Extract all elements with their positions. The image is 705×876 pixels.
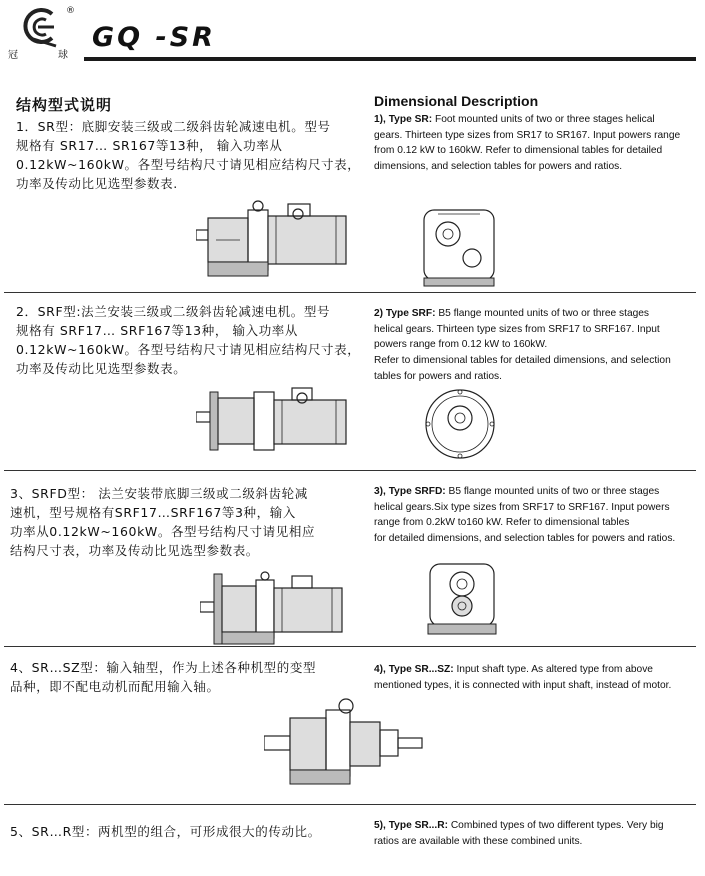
sr-side-view-drawing bbox=[196, 196, 356, 284]
sr-front-view-drawing bbox=[420, 204, 498, 290]
s3-en-line-3: range from 0.2kW to160 kW. Refer to dimensional tables bbox=[374, 517, 630, 529]
s2-en-line-2: helical gears. Thirteen type sizes from SRF17 to SRF167. Input bbox=[374, 323, 660, 335]
s5-cn-line-1: 5、SR…R型：两机型的组合，可形成很大的传动比。 bbox=[10, 824, 321, 839]
s2-cn-line-1: 2．SRF型:法兰安装三级或二级斜齿轮减速电机。型号 bbox=[16, 304, 331, 319]
s2-en-head: 2) Type SRF: bbox=[374, 308, 436, 319]
s1-en-line-4: dimensions, and selection tables for powers and ratios. bbox=[374, 161, 623, 173]
divider-2 bbox=[4, 470, 696, 471]
brand-logo bbox=[6, 8, 78, 60]
s5-en-line-2: ratios are available with these combined units. bbox=[374, 835, 583, 847]
divider-4 bbox=[4, 804, 696, 805]
sr-sz-side-view-drawing bbox=[264, 696, 424, 792]
s2-en-line-3: powers range from 0.12 kW to 160kW. bbox=[374, 339, 548, 351]
s2-en-line-1: B5 flange mounted units of two or three stages bbox=[438, 308, 650, 319]
section-2-en bbox=[374, 306, 696, 385]
s1-cn-line-1: 1．SR型：底脚安装三级或二级斜齿轮减速电机。型号 bbox=[16, 119, 331, 134]
section-1-en bbox=[374, 112, 696, 175]
section-5-cn bbox=[10, 822, 360, 841]
srfd-front-view-drawing bbox=[424, 560, 500, 638]
section-title-cn: 结构型式说明 bbox=[16, 96, 113, 114]
s2-cn-line-4: 功率及传动比见选型参数表。 bbox=[16, 361, 187, 376]
logo-text-right: 球 bbox=[58, 50, 68, 61]
s3-cn-line-2: 速机，型号规格有SRF17…SRF167等3种，输入 bbox=[10, 505, 296, 520]
s1-cn-line-2: 规格有 SR17… SR167等13种， 输入功率从 bbox=[16, 138, 283, 153]
s1-en-line-1: Foot mounted units of two or three stages helical bbox=[434, 114, 655, 125]
s1-cn-line-3: 0.12kW~160kW。各型号结构尺寸请见相应结构尺寸表， bbox=[16, 157, 361, 172]
logo-text-left: 冠 bbox=[8, 50, 18, 61]
section-3-cn bbox=[10, 484, 360, 560]
srf-front-view-drawing bbox=[420, 384, 502, 462]
s4-cn-line-1: 4、SR…SZ型：输入轴型，作为上述各种机型的变型 bbox=[10, 660, 317, 675]
s4-cn-line-2: 品种，即不配电动机而配用输入轴。 bbox=[10, 679, 220, 694]
s4-en-line-2: mentioned types, it is connected with input shaft, instead of motor. bbox=[374, 679, 672, 691]
srfd-side-view-drawing bbox=[200, 568, 350, 654]
section-4-en bbox=[374, 662, 696, 693]
s3-en-line-4: for detailed dimensions, and selection tables for powers and ratios. bbox=[374, 533, 676, 545]
s3-cn-line-1: 3、SRFD型： 法兰安装带底脚三级或二级斜齿轮减 bbox=[10, 486, 308, 501]
section-1-cn bbox=[16, 117, 361, 193]
s5-en-head: 5), Type SR...R: bbox=[374, 820, 448, 831]
s2-en-line-5: tables for powers and ratios. bbox=[374, 370, 502, 382]
divider-1 bbox=[4, 292, 696, 293]
s5-en-line-1: Combined types of two different types. Very big bbox=[450, 820, 664, 831]
section-3-en bbox=[374, 484, 696, 547]
s3-en-line-1: B5 flange mounted units of two or three stages bbox=[448, 486, 660, 497]
s1-en-line-2: gears. Thirteen type sizes from SR17 to SR167. Input powers range bbox=[374, 129, 681, 141]
s3-en-line-2: helical gears.Six type sizes from SRF17 to SRF167. Input powers bbox=[374, 501, 670, 513]
s3-cn-line-3: 功率从0.12kW~160kW。各型号结构尺寸请见相应 bbox=[10, 524, 316, 539]
srf-side-view-drawing bbox=[196, 382, 356, 462]
s1-en-line-3: from 0.12 kW to 160kW. Refer to dimensional tables for detailed bbox=[374, 145, 663, 157]
section-2-cn bbox=[16, 302, 361, 378]
s1-en-head: 1), Type SR: bbox=[374, 114, 433, 125]
registered-mark: ® bbox=[66, 6, 75, 16]
s2-en-line-4: Refer to dimensional tables for detailed dimensions, and selection bbox=[374, 355, 671, 367]
s3-cn-line-4: 结构尺寸表，功率及传动比见选型参数表。 bbox=[10, 543, 259, 558]
s1-cn-line-4: 功率及传动比见选型参数表. bbox=[16, 176, 178, 191]
header-rule bbox=[84, 57, 696, 61]
section-5-en bbox=[374, 818, 696, 849]
s4-en-line-1: Input shaft type. As altered type from above bbox=[456, 664, 653, 675]
section-4-cn bbox=[10, 658, 360, 696]
s2-cn-line-3: 0.12kW~160kW。各型号结构尺寸请见相应结构尺寸表， bbox=[16, 342, 361, 357]
s2-cn-line-2: 规格有 SRF17… SRF167等13种， 输入功率从 bbox=[16, 323, 299, 338]
brand-title: GQ -SR bbox=[92, 22, 216, 53]
section-title-en: Dimensional Description bbox=[374, 93, 539, 109]
s3-en-head: 3), Type SRFD: bbox=[374, 486, 446, 497]
s4-en-head: 4), Type SR...SZ: bbox=[374, 664, 454, 675]
logo-emblem-icon bbox=[16, 8, 62, 48]
divider-3 bbox=[4, 646, 696, 647]
